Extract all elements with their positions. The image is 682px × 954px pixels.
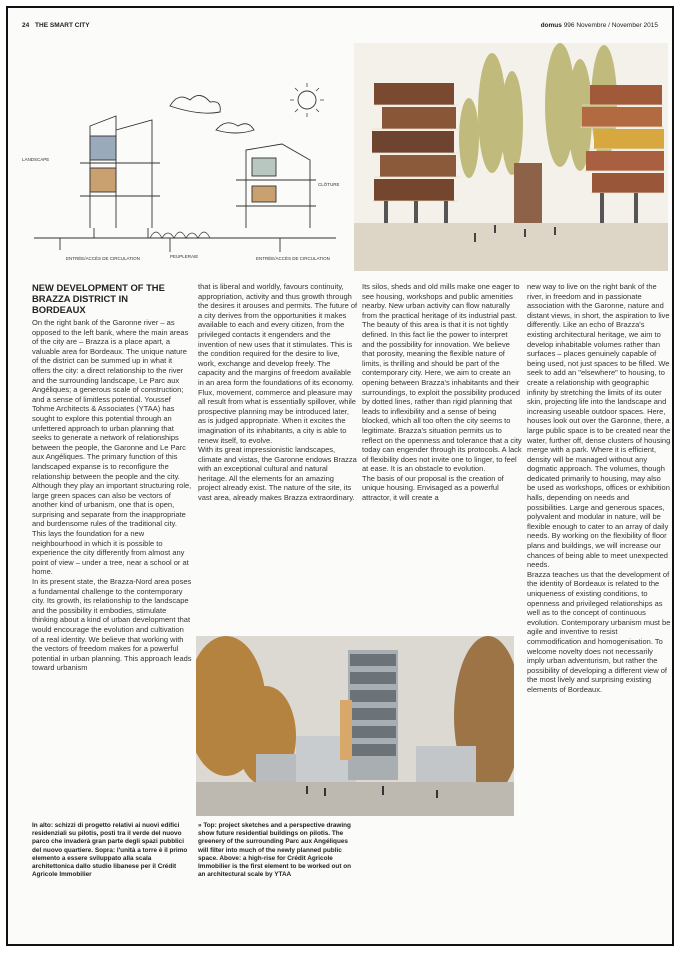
article-title: NEW DEVELOPMENT OF THE BRAZZA DISTRICT IN BORDEAUX: [32, 282, 165, 315]
sketch-label-landscape: LANDSCAPE: [22, 157, 50, 162]
paragraph: The basis of our proposal is the creation of unique housing. Envisaged as a powerful attractor, it will create a: [362, 473, 504, 503]
page-header-left: [22, 22, 94, 29]
page-number: 24: [22, 22, 30, 29]
paragraph: On the right bank of the Garonne river – as opposed to the left bank, where the main areas of the city are – Brazza is a place apart, a valuable area for Bordeaux. The unique nature of the district can be summed up in what it offers the city: a direct relationship to the river and the surrounding landscape, Le Parc aux Angéliques; a generous scale of construction; and a sense of limitless potential. Youssef Tohme Architects & Associates (YTAA) has sought to explore this potential through an unfettered approach to urban planning that seeks to generate a network of relationships between the people, the Garonne and Le Parc aux Angéliques. The primary function of this landscaped expanse is to reconfigure the relationship between the people and the city. Although they play an important structuring role, large green spaces can also be vectors of another kind of urbanism, one that is open, surprising and separate from the inappropriate and burdensome rules of the traditional city. This lays the foundation for a new neighbourhood in which it is possible to experience the city differently from almost any point of view – under a tree, near a school or at home.: [32, 318, 192, 577]
article-column-1: [32, 318, 192, 673]
sketch-label-entry-right: ENTRÉE/ACCÈS DE CIRCULATION: [256, 256, 330, 261]
project-sketch: [20, 68, 350, 268]
paragraph: Its silos, sheds and old mills make one eager to see housing, workshops and public amenities nearby. New urban activity can flow naturally from the practical heritage of its industrial past. The beauty of this area is that it is not tightly defined. In this fact lie the power to interpret and the possibility for innovation. We believe that porosity, meaning the flexible nature of limits, is thrilling and should be part of the contemporary city. Here, we aim to create an opening between Brazza's inhabitants and their surroundings, to exploit the possibility produced by dotted lines, rather than rigid planning that leads to inflexibility and a sense of being blocked, which all too often the city seems to legitimate. Brazza's situation permits us to reflect on the openness and tolerance that a city today can engender through its protocols. A lack of flexibility does not invite one to linger, to feel at ease. It is an obstacle to evolution.: [362, 282, 522, 474]
sketch-label-fence: CLÔTURE: [318, 182, 340, 187]
caption-italian: In alto: schizzi di progetto relativi ai nuovi edifici residenziali su pilotis, posti tra il verde del nuovo parco che invaderà gran parte degli spazi pubblici del nuovo quartiere. Sopra: l'unità a torre è il primo elemento a essere sviluppato alla scala architettonica dallo studio libanese per il Crédit Agricole Immobilier: [32, 822, 188, 879]
magazine-name: domus: [540, 22, 562, 29]
sketch-label-entry-left: ENTRÉE/ACCÈS DE CIRCULATION: [66, 256, 140, 261]
magazine-page: [6, 6, 674, 946]
sketch-label-poplars: PEUPLERAIE: [170, 254, 199, 259]
article-column-3: [362, 282, 522, 503]
paragraph: With its great impressionistic landscapes, climate and vistas, the Garonne endows Brazza with an exceptional cultural and natural heritage. All the elements for an amazing project already exist. The nature of the site, its vast area, already makes Brazza extraordinary.: [198, 445, 357, 503]
caption-english: » Top: project sketches and a perspective drawing show future residential buildings on pilotis. The greenery of the surrounding Parc aux Angéliques will filter into much of the newly planned public space. Above: a high-rise for Crédit Agricole Immobilier is the first element to be worked out on an architectural scale by YTAA: [198, 822, 352, 879]
tower-rendering-photo: [196, 636, 514, 816]
paragraph: In its present state, the Brazza-Nord area poses a fundamental challenge to the contemporary city. Its growth, its relationship to the landscape and the possibility it embodies, stimulate thinking about a kind of urban development that would encourage the evolution and cultivation of a real identity. We believe that working with the vectors of freedom makes for a powerful potential in urban planning. This approach leads toward urbanism: [32, 577, 192, 673]
perspective-drawing: [354, 43, 668, 271]
article-column-2: [198, 282, 358, 503]
section-title: THE SMART CITY: [35, 22, 90, 29]
article-column-4: [527, 282, 671, 695]
issue-info: 996 Novembre / November 2015: [563, 22, 658, 29]
paragraph: that is liberal and worldly, favours continuity, appropriation, activity and thus growth through the desires it arouses and permits. The future of a city derives from the opportunities it makes available to each and every citizen, from the privileged contacts it engenders and the invention of new uses that it stimulates. This is the condition required for the desire to live, work, exchange and develop freely. The capacity and the margins of freedom available in an area form the foundations of its economy. Flux, movement, commerce and pleasure may all result from what is essentially spillover, while prospective planning may be introduced later, as is judged appropriate. When it excites the imagination of its inhabitants, a city is able to renew itself, to evolve.: [198, 282, 358, 445]
page-header-right: [541, 22, 658, 29]
paragraph: Brazza teaches us that the development of the identity of Bordeaux is related to the uniqueness of existing conditions, to openness and privileged relationships as well as to the concept of continuous evolution. Contemporary urbanism must be agile and inventive to resist commodification and homogenisation. To welcome novelty does not necessarily imply urban adventurism, but rather the possibility of developing a different view of the most lively and surprising existing elements of Bordeaux.: [527, 569, 671, 694]
paragraph: new way to live on the right bank of the river, in freedom and in passionate association with the Garonne, nature and distant views, in short, the aspiration to live differently. Like an echo of Brazza's existing architectural heritage, we aim to develop inhabitable volumes rather than surfaces – places genuinely capable of being used, not just spaces to be filled. We seek to add an "elsewhere" to housing, to create a relationship with geographic infinity by stretching the limits of its outer skin, projecting life into the landscape and increasing useable outdoor spaces. Here, houses look out over the Garonne, there, a large public space is to be created near the water, further off, dense clusters of housing merge with a park. Where it is efficient, density will be managed without any dogmatic approach. The volumes, though dedicated primarily to housing, may also be used as workshops, offices or exhibition halls, depending on needs and possibilities. Large and generous spaces, polyvalent and modular in nature, will be flexible enough to cater to an array of daily needs. By working on the flexibility of floor plans and buildings, we will increase our chances of being able to meet unexpected needs.: [527, 282, 671, 570]
